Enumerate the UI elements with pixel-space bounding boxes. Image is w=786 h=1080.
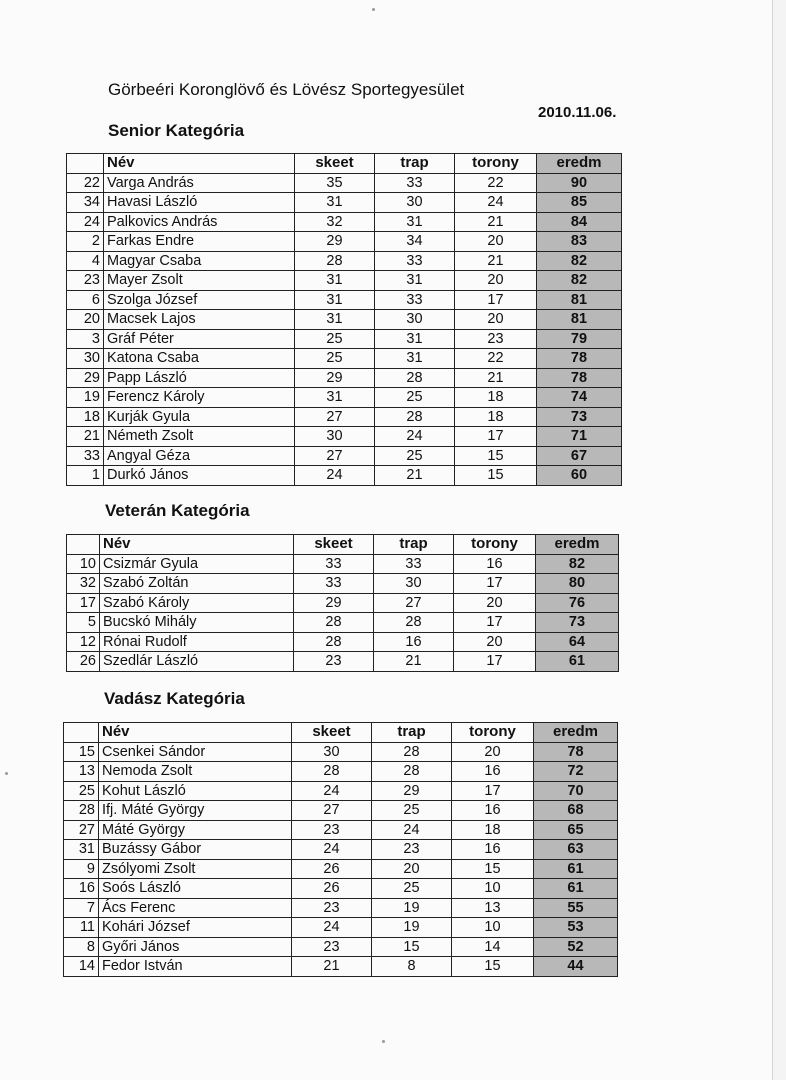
table-header-row xyxy=(67,535,619,555)
torony-score: 15 xyxy=(452,957,534,977)
trap-score: 31 xyxy=(375,329,455,349)
table-row xyxy=(67,466,622,486)
competitor-name: Csenkei Sándor xyxy=(99,742,292,762)
start-number: 22 xyxy=(67,173,104,193)
torony-score: 17 xyxy=(455,290,537,310)
trap-score: 28 xyxy=(375,407,455,427)
table-row xyxy=(67,613,619,633)
torony-score: 20 xyxy=(455,271,537,291)
trap-score: 21 xyxy=(375,466,455,486)
table-row xyxy=(67,427,622,447)
skeet-score: 31 xyxy=(295,271,375,291)
skeet-score: 27 xyxy=(292,801,372,821)
table-header-row xyxy=(64,723,618,743)
total-result: 78 xyxy=(537,368,622,388)
start-number: 33 xyxy=(67,446,104,466)
start-number: 15 xyxy=(64,742,99,762)
table-row xyxy=(67,232,622,252)
header-name: Név xyxy=(99,723,292,743)
competitor-name: Ferencz Károly xyxy=(104,388,295,408)
skeet-score: 23 xyxy=(292,898,372,918)
competitor-name: Nemoda Zsolt xyxy=(99,762,292,782)
total-result: 68 xyxy=(534,801,618,821)
competitor-name: Papp László xyxy=(104,368,295,388)
table-row xyxy=(64,801,618,821)
trap-score: 21 xyxy=(374,652,454,672)
skeet-score: 30 xyxy=(295,427,375,447)
start-number: 26 xyxy=(67,652,100,672)
competitor-name: Szabó Károly xyxy=(100,593,294,613)
skeet-score: 31 xyxy=(295,310,375,330)
trap-score: 20 xyxy=(372,859,452,879)
trap-score: 28 xyxy=(374,613,454,633)
scan-speck xyxy=(382,1040,385,1043)
skeet-score: 33 xyxy=(294,554,374,574)
table-row xyxy=(64,937,618,957)
skeet-score: 21 xyxy=(292,957,372,977)
torony-score: 18 xyxy=(455,407,537,427)
total-result: 53 xyxy=(534,918,618,938)
competitor-name: Gráf Péter xyxy=(104,329,295,349)
header-number xyxy=(67,154,104,174)
table-row xyxy=(64,820,618,840)
organization-title: Görbeéri Koronglövő és Lövész Sportegyesület xyxy=(108,80,465,99)
results-table-vadasz xyxy=(63,722,618,977)
header-trap: trap xyxy=(374,535,454,555)
header-eredm: eredm xyxy=(537,154,622,174)
competitor-name: Szedlár László xyxy=(100,652,294,672)
start-number: 8 xyxy=(64,937,99,957)
competitor-name: Fedor István xyxy=(99,957,292,977)
competitor-name: Ács Ferenc xyxy=(99,898,292,918)
total-result: 90 xyxy=(537,173,622,193)
competitor-name: Buzássy Gábor xyxy=(99,840,292,860)
table-row xyxy=(67,193,622,213)
torony-score: 20 xyxy=(455,232,537,252)
competitor-name: Durkó János xyxy=(104,466,295,486)
table-row xyxy=(67,271,622,291)
header-number xyxy=(67,535,100,555)
competitor-name: Németh Zsolt xyxy=(104,427,295,447)
competitor-name: Angyal Géza xyxy=(104,446,295,466)
start-number: 19 xyxy=(67,388,104,408)
skeet-score: 27 xyxy=(295,407,375,427)
competitor-name: Kohut László xyxy=(99,781,292,801)
torony-score: 23 xyxy=(455,329,537,349)
table-row xyxy=(64,879,618,899)
competitor-name: Bucskó Mihály xyxy=(100,613,294,633)
table-row xyxy=(64,859,618,879)
skeet-score: 23 xyxy=(292,820,372,840)
skeet-score: 29 xyxy=(295,368,375,388)
total-result: 79 xyxy=(537,329,622,349)
skeet-score: 25 xyxy=(295,349,375,369)
start-number: 11 xyxy=(64,918,99,938)
skeet-score: 28 xyxy=(292,762,372,782)
table-row xyxy=(67,212,622,232)
start-number: 9 xyxy=(64,859,99,879)
trap-score: 28 xyxy=(372,762,452,782)
torony-score: 10 xyxy=(452,879,534,899)
table-row xyxy=(64,898,618,918)
competitor-name: Győri János xyxy=(99,937,292,957)
start-number: 25 xyxy=(64,781,99,801)
trap-score: 25 xyxy=(372,801,452,821)
total-result: 85 xyxy=(537,193,622,213)
table-row xyxy=(67,652,619,672)
section-title-veteran: Veterán Kategória xyxy=(105,501,250,520)
torony-score: 17 xyxy=(454,574,536,594)
torony-score: 14 xyxy=(452,937,534,957)
table-row xyxy=(64,742,618,762)
torony-score: 17 xyxy=(455,427,537,447)
torony-score: 16 xyxy=(452,801,534,821)
torony-score: 20 xyxy=(454,593,536,613)
trap-score: 30 xyxy=(375,310,455,330)
header-name: Név xyxy=(104,154,295,174)
table-row xyxy=(67,290,622,310)
total-result: 78 xyxy=(534,742,618,762)
header-skeet: skeet xyxy=(294,535,374,555)
table-row xyxy=(67,407,622,427)
total-result: 60 xyxy=(537,466,622,486)
torony-score: 16 xyxy=(452,762,534,782)
section-title-senior: Senior Kategória xyxy=(108,121,245,140)
start-number: 34 xyxy=(67,193,104,213)
trap-score: 16 xyxy=(374,632,454,652)
trap-score: 33 xyxy=(375,251,455,271)
trap-score: 30 xyxy=(374,574,454,594)
total-result: 72 xyxy=(534,762,618,782)
table-row xyxy=(67,574,619,594)
torony-score: 16 xyxy=(454,554,536,574)
total-result: 74 xyxy=(537,388,622,408)
start-number: 1 xyxy=(67,466,104,486)
skeet-score: 32 xyxy=(295,212,375,232)
table-row xyxy=(64,762,618,782)
start-number: 29 xyxy=(67,368,104,388)
document-date: 2010.11.06. xyxy=(538,104,617,121)
trap-score: 8 xyxy=(372,957,452,977)
torony-score: 18 xyxy=(452,820,534,840)
header-torony: torony xyxy=(452,723,534,743)
torony-score: 21 xyxy=(455,251,537,271)
total-result: 82 xyxy=(536,554,619,574)
trap-score: 31 xyxy=(375,349,455,369)
table-row xyxy=(64,918,618,938)
total-result: 55 xyxy=(534,898,618,918)
start-number: 24 xyxy=(67,212,104,232)
table-row xyxy=(64,957,618,977)
torony-score: 20 xyxy=(455,310,537,330)
table-row xyxy=(67,349,622,369)
trap-score: 33 xyxy=(374,554,454,574)
torony-score: 17 xyxy=(454,652,536,672)
header-trap: trap xyxy=(372,723,452,743)
table-row xyxy=(67,388,622,408)
start-number: 17 xyxy=(67,593,100,613)
total-result: 70 xyxy=(534,781,618,801)
competitor-name: Magyar Csaba xyxy=(104,251,295,271)
start-number: 32 xyxy=(67,574,100,594)
skeet-score: 29 xyxy=(295,232,375,252)
header-torony: torony xyxy=(455,154,537,174)
header-number xyxy=(64,723,99,743)
total-result: 84 xyxy=(537,212,622,232)
results-table-senior xyxy=(66,153,622,486)
torony-score: 15 xyxy=(452,859,534,879)
total-result: 81 xyxy=(537,310,622,330)
skeet-score: 28 xyxy=(294,613,374,633)
total-result: 52 xyxy=(534,937,618,957)
trap-score: 28 xyxy=(372,742,452,762)
table-row xyxy=(67,593,619,613)
total-result: 82 xyxy=(537,271,622,291)
total-result: 76 xyxy=(536,593,619,613)
table-row xyxy=(67,632,619,652)
start-number: 13 xyxy=(64,762,99,782)
skeet-score: 33 xyxy=(294,574,374,594)
skeet-score: 28 xyxy=(294,632,374,652)
header-eredm: eredm xyxy=(534,723,618,743)
skeet-score: 28 xyxy=(295,251,375,271)
start-number: 28 xyxy=(64,801,99,821)
table-row xyxy=(67,329,622,349)
scan-speck xyxy=(5,772,8,775)
skeet-score: 31 xyxy=(295,193,375,213)
skeet-score: 27 xyxy=(295,446,375,466)
section-title-vadasz: Vadász Kategória xyxy=(104,689,245,708)
start-number: 21 xyxy=(67,427,104,447)
start-number: 4 xyxy=(67,251,104,271)
start-number: 3 xyxy=(67,329,104,349)
table-row xyxy=(67,310,622,330)
competitor-name: Kohári József xyxy=(99,918,292,938)
total-result: 78 xyxy=(537,349,622,369)
trap-score: 25 xyxy=(372,879,452,899)
total-result: 64 xyxy=(536,632,619,652)
trap-score: 19 xyxy=(372,898,452,918)
start-number: 7 xyxy=(64,898,99,918)
skeet-score: 35 xyxy=(295,173,375,193)
table-row xyxy=(67,173,622,193)
table-row xyxy=(64,781,618,801)
table-row xyxy=(67,554,619,574)
total-result: 73 xyxy=(537,407,622,427)
header-torony: torony xyxy=(454,535,536,555)
total-result: 83 xyxy=(537,232,622,252)
header-eredm: eredm xyxy=(536,535,619,555)
total-result: 65 xyxy=(534,820,618,840)
start-number: 20 xyxy=(67,310,104,330)
competitor-name: Zsólyomi Zsolt xyxy=(99,859,292,879)
start-number: 31 xyxy=(64,840,99,860)
torony-score: 16 xyxy=(452,840,534,860)
skeet-score: 24 xyxy=(292,840,372,860)
total-result: 61 xyxy=(534,859,618,879)
skeet-score: 24 xyxy=(292,918,372,938)
skeet-score: 23 xyxy=(294,652,374,672)
header-trap: trap xyxy=(375,154,455,174)
torony-score: 17 xyxy=(454,613,536,633)
skeet-score: 24 xyxy=(295,466,375,486)
total-result: 61 xyxy=(534,879,618,899)
start-number: 12 xyxy=(67,632,100,652)
torony-score: 24 xyxy=(455,193,537,213)
total-result: 82 xyxy=(537,251,622,271)
competitor-name: Rónai Rudolf xyxy=(100,632,294,652)
competitor-name: Ifj. Máté György xyxy=(99,801,292,821)
trap-score: 24 xyxy=(372,820,452,840)
skeet-score: 29 xyxy=(294,593,374,613)
start-number: 2 xyxy=(67,232,104,252)
trap-score: 33 xyxy=(375,290,455,310)
header-skeet: skeet xyxy=(292,723,372,743)
total-result: 63 xyxy=(534,840,618,860)
competitor-name: Kurják Gyula xyxy=(104,407,295,427)
skeet-score: 26 xyxy=(292,859,372,879)
skeet-score: 30 xyxy=(292,742,372,762)
trap-score: 28 xyxy=(375,368,455,388)
start-number: 14 xyxy=(64,957,99,977)
skeet-score: 25 xyxy=(295,329,375,349)
torony-score: 20 xyxy=(452,742,534,762)
skeet-score: 24 xyxy=(292,781,372,801)
total-result: 80 xyxy=(536,574,619,594)
trap-score: 19 xyxy=(372,918,452,938)
competitor-name: Palkovics András xyxy=(104,212,295,232)
torony-score: 13 xyxy=(452,898,534,918)
competitor-name: Mayer Zsolt xyxy=(104,271,295,291)
competitor-name: Havasi László xyxy=(104,193,295,213)
scan-speck xyxy=(372,8,375,11)
torony-score: 20 xyxy=(454,632,536,652)
total-result: 67 xyxy=(537,446,622,466)
competitor-name: Varga András xyxy=(104,173,295,193)
results-table-veteran xyxy=(66,534,619,672)
start-number: 27 xyxy=(64,820,99,840)
start-number: 5 xyxy=(67,613,100,633)
table-row xyxy=(67,251,622,271)
competitor-name: Katona Csaba xyxy=(104,349,295,369)
skeet-score: 31 xyxy=(295,290,375,310)
start-number: 16 xyxy=(64,879,99,899)
table-header-row xyxy=(67,154,622,174)
torony-score: 18 xyxy=(455,388,537,408)
trap-score: 33 xyxy=(375,173,455,193)
table-row xyxy=(67,368,622,388)
total-result: 44 xyxy=(534,957,618,977)
competitor-name: Soós László xyxy=(99,879,292,899)
start-number: 10 xyxy=(67,554,100,574)
start-number: 6 xyxy=(67,290,104,310)
competitor-name: Szabó Zoltán xyxy=(100,574,294,594)
trap-score: 27 xyxy=(374,593,454,613)
trap-score: 23 xyxy=(372,840,452,860)
trap-score: 31 xyxy=(375,212,455,232)
competitor-name: Máté György xyxy=(99,820,292,840)
torony-score: 17 xyxy=(452,781,534,801)
total-result: 71 xyxy=(537,427,622,447)
table-row xyxy=(64,840,618,860)
trap-score: 15 xyxy=(372,937,452,957)
skeet-score: 23 xyxy=(292,937,372,957)
start-number: 18 xyxy=(67,407,104,427)
table-row xyxy=(67,446,622,466)
start-number: 23 xyxy=(67,271,104,291)
torony-score: 15 xyxy=(455,446,537,466)
total-result: 73 xyxy=(536,613,619,633)
header-skeet: skeet xyxy=(295,154,375,174)
competitor-name: Farkas Endre xyxy=(104,232,295,252)
trap-score: 31 xyxy=(375,271,455,291)
skeet-score: 26 xyxy=(292,879,372,899)
competitor-name: Macsek Lajos xyxy=(104,310,295,330)
trap-score: 25 xyxy=(375,388,455,408)
start-number: 30 xyxy=(67,349,104,369)
competitor-name: Csizmár Gyula xyxy=(100,554,294,574)
trap-score: 34 xyxy=(375,232,455,252)
torony-score: 22 xyxy=(455,173,537,193)
trap-score: 29 xyxy=(372,781,452,801)
torony-score: 21 xyxy=(455,212,537,232)
competitor-name: Szolga József xyxy=(104,290,295,310)
torony-score: 15 xyxy=(455,466,537,486)
torony-score: 22 xyxy=(455,349,537,369)
total-result: 61 xyxy=(536,652,619,672)
trap-score: 25 xyxy=(375,446,455,466)
torony-score: 10 xyxy=(452,918,534,938)
header-name: Név xyxy=(100,535,294,555)
torony-score: 21 xyxy=(455,368,537,388)
trap-score: 24 xyxy=(375,427,455,447)
total-result: 81 xyxy=(537,290,622,310)
trap-score: 30 xyxy=(375,193,455,213)
skeet-score: 31 xyxy=(295,388,375,408)
